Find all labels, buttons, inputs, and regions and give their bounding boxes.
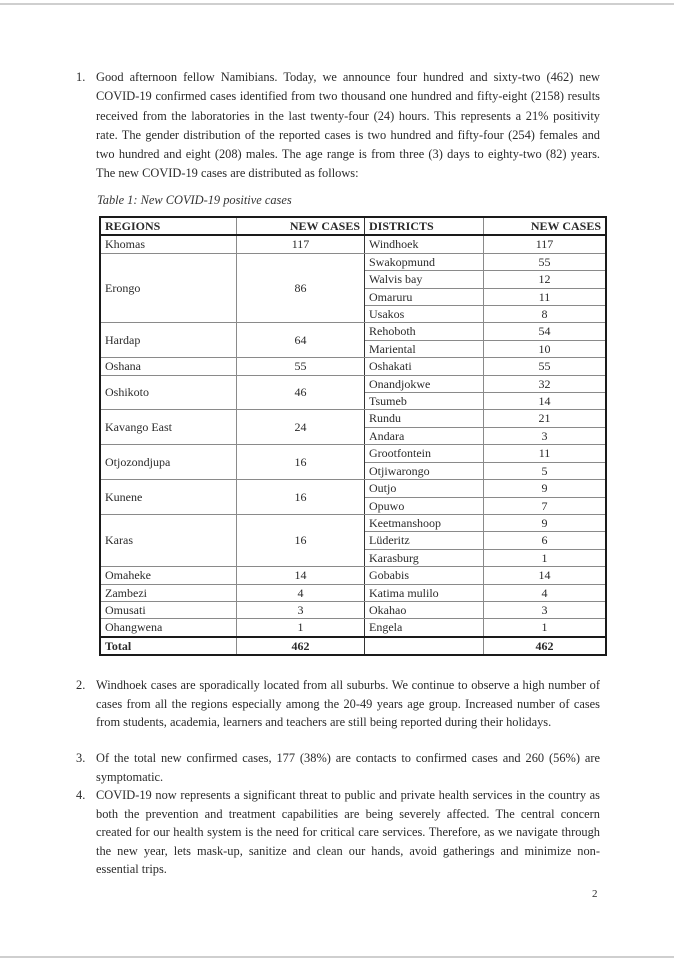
district-cases: 21 (484, 410, 607, 427)
district-cases: 8 (484, 306, 607, 323)
region-cases: 64 (237, 323, 365, 358)
table-row (100, 567, 606, 584)
region-cases: 117 (237, 235, 365, 253)
region-name: Otjozondjupa (100, 445, 237, 480)
header-region-new-cases: NEW CASES (237, 217, 365, 235)
district-cases: 117 (484, 235, 607, 253)
district-cases: 9 (484, 514, 607, 531)
region-cases: 55 (237, 358, 365, 375)
header-districts: DISTRICTS (365, 217, 484, 235)
district-name: Grootfontein (365, 445, 484, 462)
district-name: Keetmanshoop (365, 514, 484, 531)
paragraph-1 (76, 68, 600, 184)
district-name: Usakos (365, 306, 484, 323)
region-cases: 46 (237, 375, 365, 410)
district-cases: 14 (484, 393, 607, 410)
bottom-divider (0, 956, 674, 958)
header-district-new-cases: NEW CASES (484, 217, 607, 235)
paragraph-number: 2. (76, 678, 86, 692)
total-row (100, 637, 606, 655)
table-row (100, 619, 606, 637)
region-cases: 1 (237, 619, 365, 637)
region-name: Karas (100, 514, 237, 566)
district-cases: 6 (484, 532, 607, 549)
table-row (100, 253, 606, 270)
district-cases: 12 (484, 271, 607, 288)
district-name: Karasburg (365, 549, 484, 566)
region-cases: 16 (237, 514, 365, 566)
region-cases: 3 (237, 601, 365, 618)
district-name: Walvis bay (365, 271, 484, 288)
district-name: Gobabis (365, 567, 484, 584)
table-header-row (100, 217, 606, 235)
region-cases: 4 (237, 584, 365, 601)
district-name: Oshakati (365, 358, 484, 375)
region-name: Oshikoto (100, 375, 237, 410)
region-name: Omaheke (100, 567, 237, 584)
paragraph-text: Of the total new confirmed cases, 177 (38%) are contacts to confirmed cases and 260 (56%) are symptomatic. (96, 751, 600, 784)
region-name: Erongo (100, 253, 237, 323)
cases-table (99, 216, 607, 656)
district-name: Swakopmund (365, 253, 484, 270)
paragraph-text: Windhoek cases are sporadically located from all suburbs. We continue to observe a high number of cases from all the regions especially among the 20-49 years age group. Increased number of cases from students, academia, learners and teachers are still being reported during their holidays. (96, 678, 600, 730)
district-name: Katima mulilo (365, 584, 484, 601)
district-name: Opuwo (365, 497, 484, 514)
paragraph-text: Good afternoon fellow Namibians. Today, we announce four hundred and sixty-two (462) new COVID-19 confirmed cases identified from two thousand one hundred and fifty-eight (2158) results received from the laboratories in the last twenty-four (24) hours. This represents a 21% positivity rate. The gender distribution of the reported cases is two hundred and fifty-four (254) females and two hundred and eight (208) males. The age range is from three (3) days to eighty-two (82) years. The new COVID-19 cases are distributed as follows: (96, 70, 600, 181)
district-cases: 3 (484, 427, 607, 444)
paragraph-3 (76, 749, 600, 786)
table-row (100, 375, 606, 392)
total-district-cases: 462 (484, 637, 607, 655)
district-name: Otjiwarongo (365, 462, 484, 479)
district-cases: 1 (484, 549, 607, 566)
district-name: Rundu (365, 410, 484, 427)
district-cases: 1 (484, 619, 607, 637)
district-cases: 11 (484, 445, 607, 462)
table-row (100, 358, 606, 375)
table-row (100, 584, 606, 601)
district-name: Windhoek (365, 235, 484, 253)
district-cases: 4 (484, 584, 607, 601)
district-cases: 55 (484, 358, 607, 375)
district-cases: 3 (484, 601, 607, 618)
region-cases: 16 (237, 480, 365, 515)
region-cases: 16 (237, 445, 365, 480)
region-name: Khomas (100, 235, 237, 253)
region-cases: 14 (237, 567, 365, 584)
district-name: Onandjokwe (365, 375, 484, 392)
top-divider (0, 3, 674, 5)
district-name: Rehoboth (365, 323, 484, 340)
table-row (100, 410, 606, 427)
region-name: Hardap (100, 323, 237, 358)
district-name: Tsumeb (365, 393, 484, 410)
region-name: Ohangwena (100, 619, 237, 637)
table-row (100, 601, 606, 618)
district-cases: 54 (484, 323, 607, 340)
total-label: Total (100, 637, 237, 655)
header-regions: REGIONS (100, 217, 237, 235)
district-name: Okahao (365, 601, 484, 618)
region-cases: 24 (237, 410, 365, 445)
district-name: Lüderitz (365, 532, 484, 549)
district-cases: 7 (484, 497, 607, 514)
total-district-label (365, 637, 484, 655)
table-row (100, 445, 606, 462)
district-cases: 9 (484, 480, 607, 497)
district-cases: 32 (484, 375, 607, 392)
region-name: Oshana (100, 358, 237, 375)
table-row (100, 514, 606, 531)
paragraph-number: 3. (76, 751, 86, 765)
region-name: Kavango East (100, 410, 237, 445)
table-caption: Table 1: New COVID-19 positive cases (97, 193, 292, 207)
district-name: Omaruru (365, 288, 484, 305)
paragraph-text: COVID-19 now represents a significant threat to public and private health services in the country as both the prevention and treatment capabilities are being severely affected. The central concern created for our health system is the need for critical care services. Therefore, as we navigate through the new year, lets mask-up, sanitize and clean our hands, avoid gatherings and minimize non-essential trips. (96, 788, 600, 877)
district-name: Engela (365, 619, 484, 637)
paragraph-4 (76, 786, 600, 879)
paragraph-number: 4. (76, 788, 86, 802)
region-name: Kunene (100, 480, 237, 515)
paragraph-number: 1. (76, 70, 86, 84)
district-cases: 5 (484, 462, 607, 479)
district-name: Andara (365, 427, 484, 444)
region-name: Zambezi (100, 584, 237, 601)
region-cases: 86 (237, 253, 365, 323)
region-name: Omusati (100, 601, 237, 618)
district-name: Mariental (365, 340, 484, 357)
total-region-cases: 462 (237, 637, 365, 655)
paragraph-2 (76, 676, 600, 732)
table-row (100, 480, 606, 497)
table-row (100, 323, 606, 340)
table-row (100, 235, 606, 253)
district-cases: 10 (484, 340, 607, 357)
district-name: Outjo (365, 480, 484, 497)
district-cases: 55 (484, 253, 607, 270)
district-cases: 14 (484, 567, 607, 584)
page-number: 2 (592, 888, 598, 900)
district-cases: 11 (484, 288, 607, 305)
